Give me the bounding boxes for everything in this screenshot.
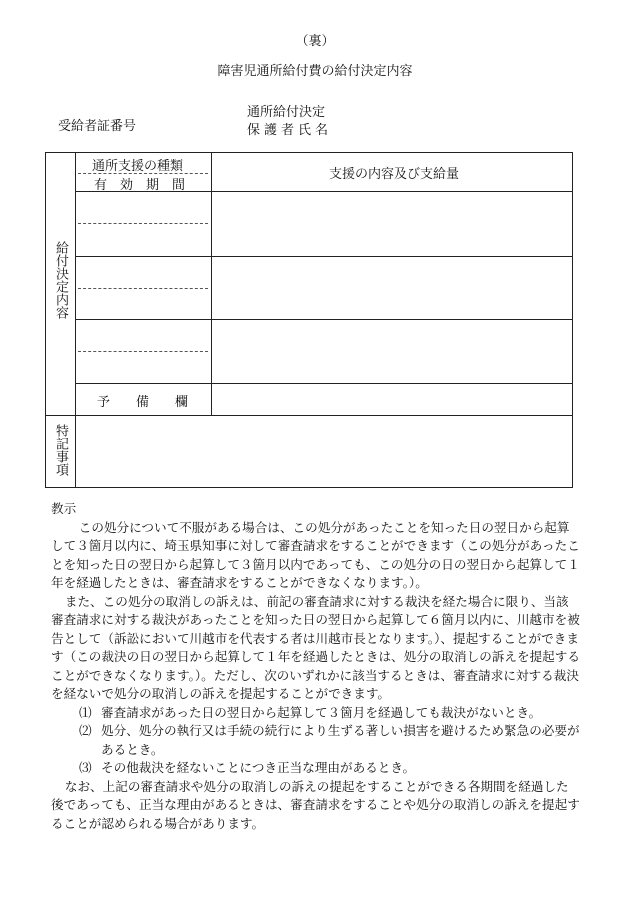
table-divider (75, 383, 572, 384)
notice-section (51, 500, 581, 833)
item-text: その他裁決を経ないことにつき正当な理由があるとき。 (101, 760, 416, 775)
notice-paragraph: また、この処分の取消しの訴えは、前記の審査請求に対する裁決を経た場合に限り、当該審査請求に対する裁決があったことを知った日の翌日から起算して６箇月以内に、川越市を被告として（訴訟において川越市を代表する者は川越市長となります。）、提起することができます（この裁決の日の翌日から起算して１年を経過したときは、処分の取消しの訴えを提起することができなくなります。）。ただし、次のいずれかに該当するときは、審査請求に対する裁決を経ないで処分の取消しの訴えを提起することができます。 (51, 593, 580, 701)
item-text: 処分、処分の執行又は手続の続行により生ずる著しい損害を避けるため緊急の必要があるとき。 (101, 723, 580, 757)
table-divider (75, 319, 572, 320)
item-text: 審査請求があった日の翌日から起算して３箇月を経過しても裁決がないとき。 (101, 704, 542, 720)
dashed-divider (78, 351, 208, 352)
table-divider (46, 415, 572, 416)
content-amount-header: 支援の内容及び支給量 (329, 167, 460, 182)
decision-content-side-label: 給付決定内容 (53, 241, 68, 319)
item-number: ⑵ (79, 723, 92, 738)
notice-item (51, 704, 581, 723)
notice-item (51, 722, 581, 759)
notice-paragraph: なお、上記の審査請求や処分の取消しの訴えの提起をすることができる各期間を経過した後であっても、正当な理由があるときは、審査請求をすることや処分の取消しの訴えを提起することが認められる場合があります。 (51, 778, 580, 831)
support-type-header: 通所支援の種類 (92, 159, 184, 174)
item-number: ⑶ (79, 760, 92, 775)
notice-item (51, 759, 581, 778)
table-divider (211, 153, 212, 416)
decision-label: 通所給付決定 (247, 105, 326, 120)
item-number: ⑴ (79, 704, 92, 720)
table-divider (75, 153, 76, 487)
reserve-label: 予 備 欄 (97, 395, 189, 410)
validity-period-header: 有 効 期 間 (94, 178, 186, 193)
notice-paragraph: この処分について不服がある場合は、この処分があったことを知った日の翌日から起算して３箇月以内に、埼玉県知事に対して審査請求をすることができます（この処分があったことを知った日の翌日から起算して３箇月以内であっても、この処分の日の翌日から起算して１年を経過したときは、審査請求をすることができなくなります。）。 (51, 519, 580, 590)
guardian-name-label: 保護者氏名 (247, 123, 333, 138)
page-title: 障害児通所給付費の給付決定内容 (217, 64, 413, 79)
dashed-divider (78, 288, 208, 289)
decision-table (45, 152, 573, 488)
special-notes-side-label: 特記事項 (53, 424, 68, 476)
dashed-divider (78, 223, 208, 224)
recipient-number-label: 受給者証番号 (58, 119, 137, 134)
decision-guardian-block (247, 104, 332, 140)
notice-heading: 教示 (51, 501, 77, 516)
back-side-label: （裏） (295, 34, 335, 49)
table-divider (75, 256, 572, 257)
